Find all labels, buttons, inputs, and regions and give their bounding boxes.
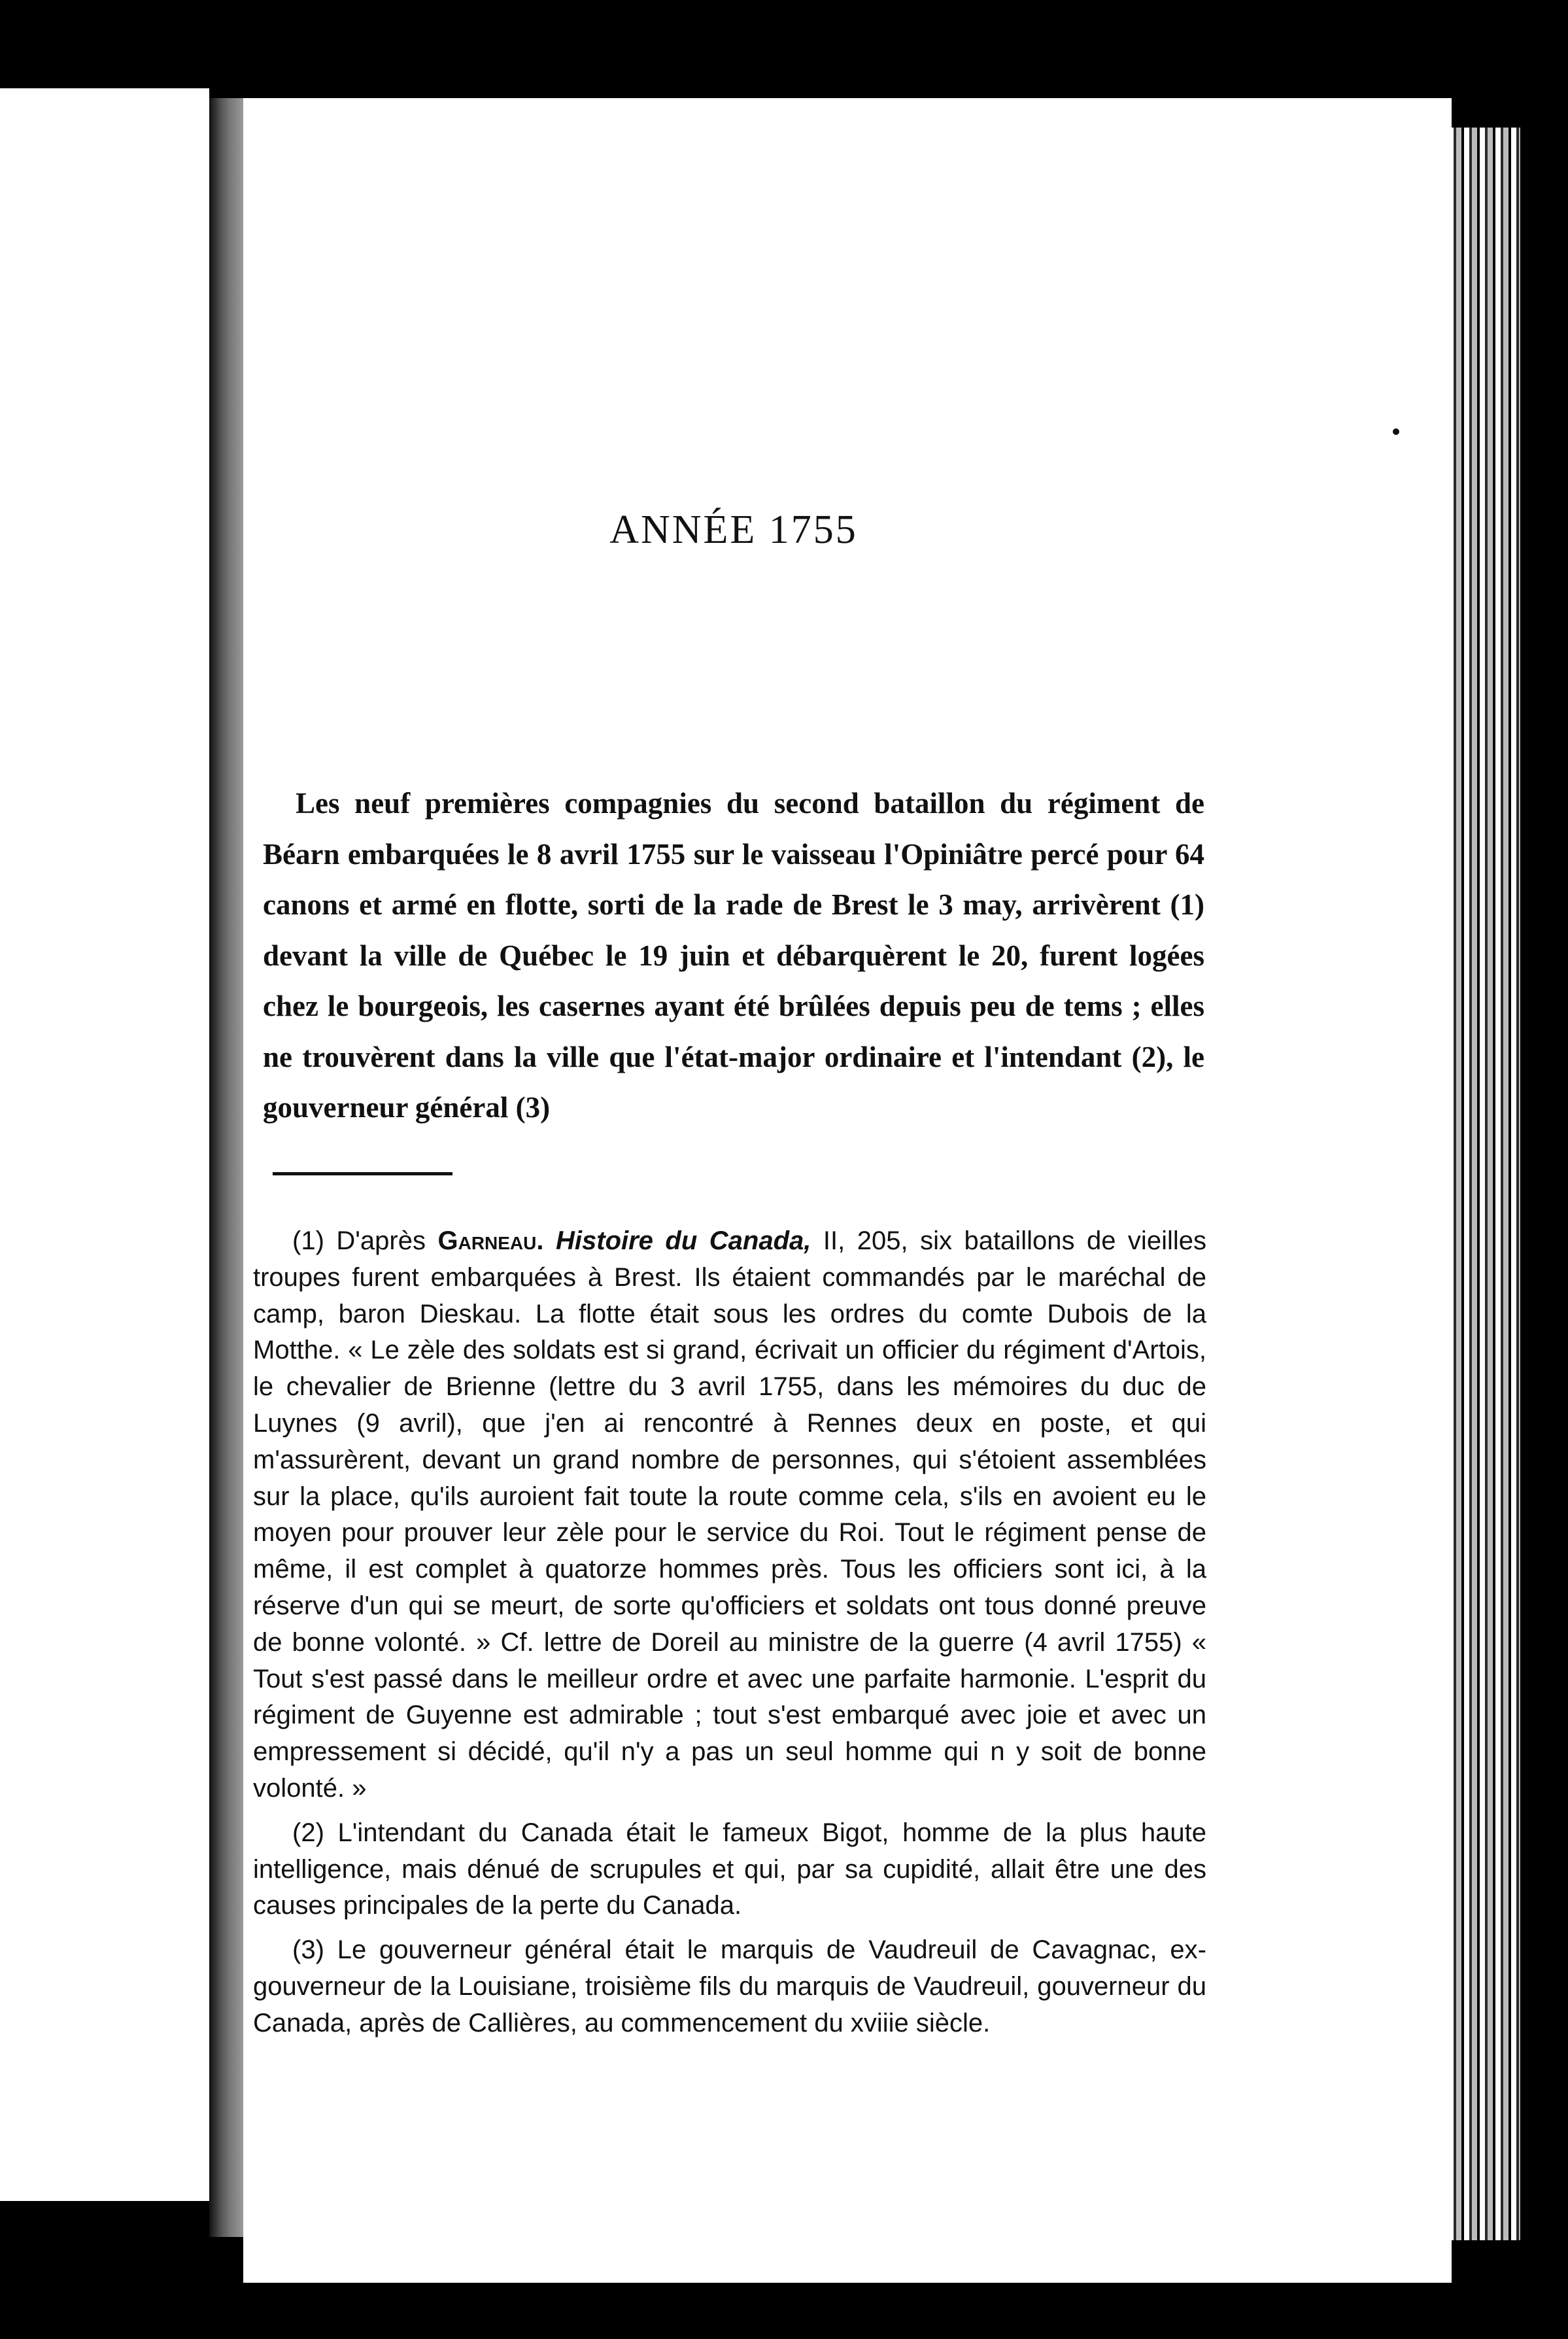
- footnote-text: Le gouverneur général était le marquis de Vaudreuil de Cavagnac, ex-gouverneur de la Louisiane, troisième fils du marquis de Vaudreuil, gouverneur du Canada, après de Callières, au commencement du xviiie siècle.: [253, 1935, 1206, 2037]
- book-page: [243, 98, 1452, 2283]
- footnote-1: [253, 1223, 1206, 1807]
- footnote-work-title: Histoire du Canada,: [556, 1226, 811, 1255]
- page-edges: [1448, 128, 1520, 2240]
- facing-page: [0, 88, 209, 2201]
- scan-speck: [1393, 428, 1399, 435]
- footnote-marker: (3): [292, 1935, 324, 1965]
- footnote-marker: (1): [292, 1226, 324, 1255]
- footnote-author: Garneau.: [437, 1226, 544, 1255]
- footnote-text: II, 205, six bataillons de vieilles troupes furent embarquées à Brest. Ils étaient commandés par le maréchal de camp, baron Dieskau. La flotte était sous les ordres du comte Dubois de la Motthe. « Le zèle des soldats est si grand, écrivait un officier du régiment d'Artois, le chevalier de Brienne (lettre du 3 avril 1755, dans les mémoires du duc de Luynes (9 avril), que j'en ai rencontré à Rennes deux en poste, et qui m'assurèrent, devant un grand nombre de personnes, qui s'étoient assemblées sur la place, qu'ils auroient fait toute la route comme cela, s'ils en avoient eu le moyen pour prouver leur zèle pour le service du Roi. Tout le régiment pense de même, il est complet à quatorze hommes près. Tous les officiers sont ici, à la réserve d'un qui se meurt, de sorte qu'officiers et soldats ont tous donné preuve de bonne volonté. » Cf. lettre de Doreil au ministre de la guerre (4 avril 1755) « Tout s'est passé dans le meilleur ordre et avec une parfaite harmonie. L'esprit du régiment de Guyenne est admirable ; tout s'est embarqué avec joie et avec un empressement si décidé, qu'il n'y a pas un seul homme qui n y soit de bonne volonté. »: [253, 1226, 1206, 1803]
- footnote-text: L'intendant du Canada était le fameux Bigot, homme de la plus haute intelligence, mais dénué de scrupules et qui, par sa cupidité, allait être une des causes principales de la perte du Canada.: [253, 1818, 1206, 1920]
- footnote-intro: D'après: [336, 1226, 426, 1255]
- footnote-3: [253, 1932, 1206, 2041]
- footnote-separator: [273, 1172, 452, 1175]
- footnote-2: [253, 1815, 1206, 1924]
- main-paragraph: Les neuf premières compagnies du second bataillon du régiment de Béarn embarquées le 8 avril 1755 sur le vaisseau l'Opiniâtre percé pour 64 canons et armé en flotte, sorti de la rade de Brest le 3 may, arrivèrent (1) devant la ville de Québec le 19 juin et débarquèrent le 20, furent logées chez le bourgeois, les casernes ayant été brûlées depuis peu de tems ; elles ne trouvèrent dans la ville que l'état-major ordinaire et l'intendant (2), le gouverneur général (3): [263, 787, 1204, 1124]
- page-title: ANNÉE 1755: [609, 508, 858, 552]
- footnotes: [253, 1223, 1206, 2050]
- book-spine: [209, 98, 243, 2237]
- footnote-marker: (2): [292, 1818, 324, 1847]
